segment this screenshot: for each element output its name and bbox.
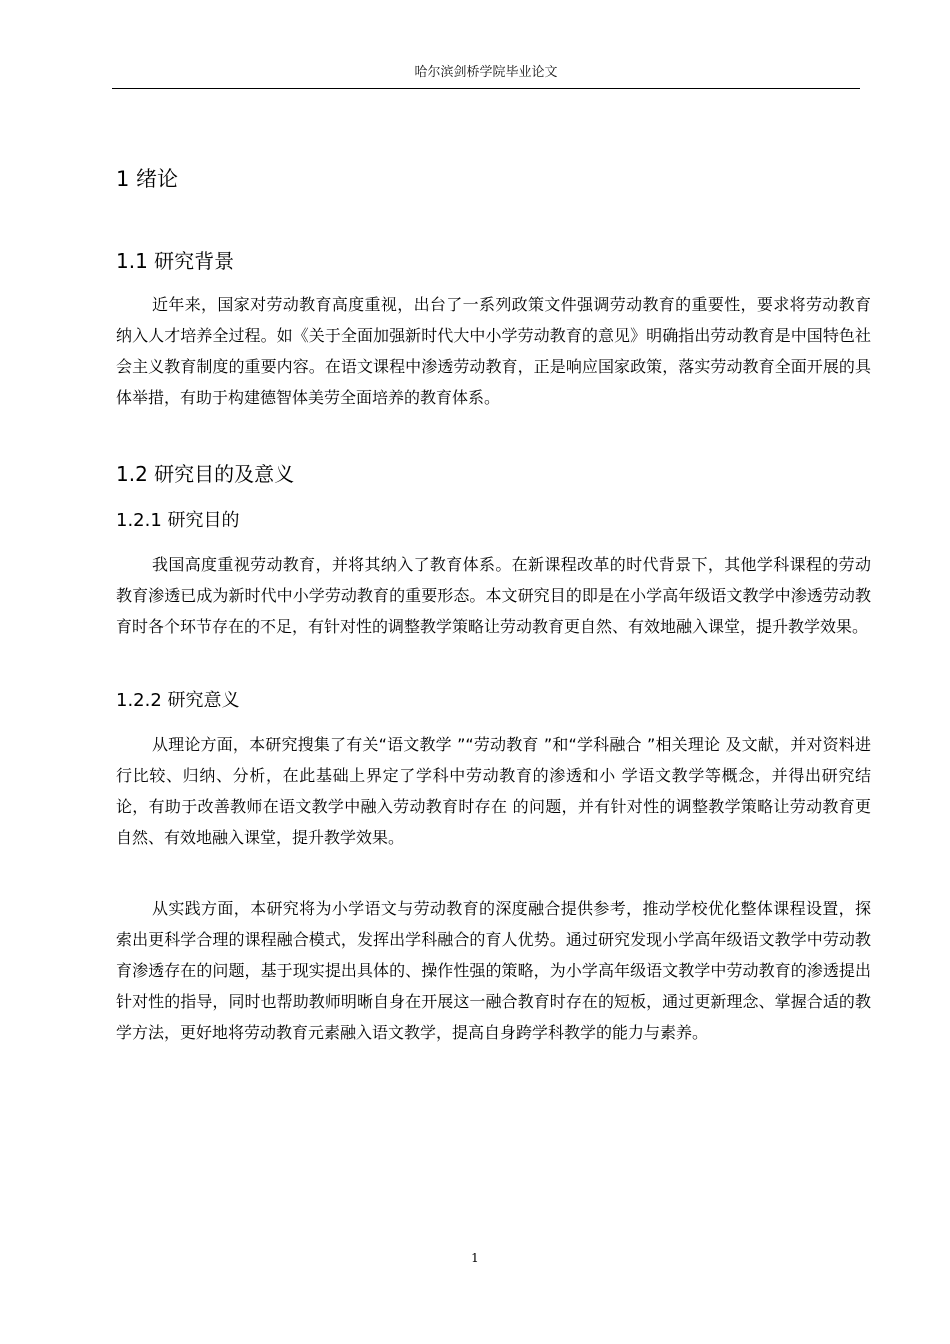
subsection-heading-significance: 1.2.2 研究意义 — [116, 690, 240, 711]
section-heading-background: 1.1 研究背景 — [116, 249, 235, 273]
paragraph-purpose: 我国高度重视劳动教育，并将其纳入了教育体系。在新课程改革的时代背景下，其他学科课程的劳动教育渗透已成为新时代中小学劳动教育的重要形态。本文研究目的即是在小学高年级语文教学中渗透劳动教育时各个环节存在的不足，有针对性的调整教学策略让劳动教育更自然、有效地融入课堂，提升教学效果。 — [116, 555, 871, 636]
paragraph-practice: 从实践方面，本研究将为小学语文与劳动教育的深度融合提供参考，推动学校优化整体课程设置，探索出更科学合理的课程融合模式，发挥出学科融合的育人优势。通过研究发现小学高年级语文教学中劳动教育渗透存在的问题，基于现实提出具体的、操作性强的策略，为小学高年级语文教学中劳动教育的渗透提出针对性的指导，同时也帮助教师明晰自身在开展这一融合教育时存在的短板，通过更新理念、掌握合适的教学方法，更好地将劳动教育元素融入语文教学，提高自身跨学科教学的能力与素养。 — [116, 899, 871, 1042]
subsection-heading-purpose: 1.2.1 研究目的 — [116, 510, 240, 531]
page-number: 1 — [471, 1251, 479, 1265]
paragraph-theory: 从理论方面，本研究搜集了有关“语文教学 ”“劳动教育 ”和“学科融合 ”相关理论 及文献，并对资料进行比较、归纳、分析，在此基础上界定了学科中劳动教育的渗透和小 学语文教学等概念，并得出研究结论，有助于改善教师在语文教学中融入劳动教育时存在 的问题，并有针对性的调整教学策略让劳动教育更自然、有效地融入课堂，提升教学效果。 — [116, 735, 871, 847]
header-divider — [112, 88, 860, 89]
section-heading-purpose-significance: 1.2 研究目的及意义 — [116, 462, 295, 486]
running-header: 哈尔滨剑桥学院毕业论文 — [414, 65, 558, 80]
paragraph-background: 近年来，国家对劳动教育高度重视，出台了一系列政策文件强调劳动教育的重要性，要求将劳动教育纳入人才培养全过程。如《关于全面加强新时代大中小学劳动教育的意见》明确指出劳动教育是中国特色社会主义教育制度的重要内容。在语文课程中渗透劳动教育，正是响应国家政策，落实劳动教育全面开展的具体举措，有助于构建德智体美劳全面培养的教育体系。 — [116, 295, 871, 407]
chapter-heading: 1 绪论 — [116, 167, 179, 191]
